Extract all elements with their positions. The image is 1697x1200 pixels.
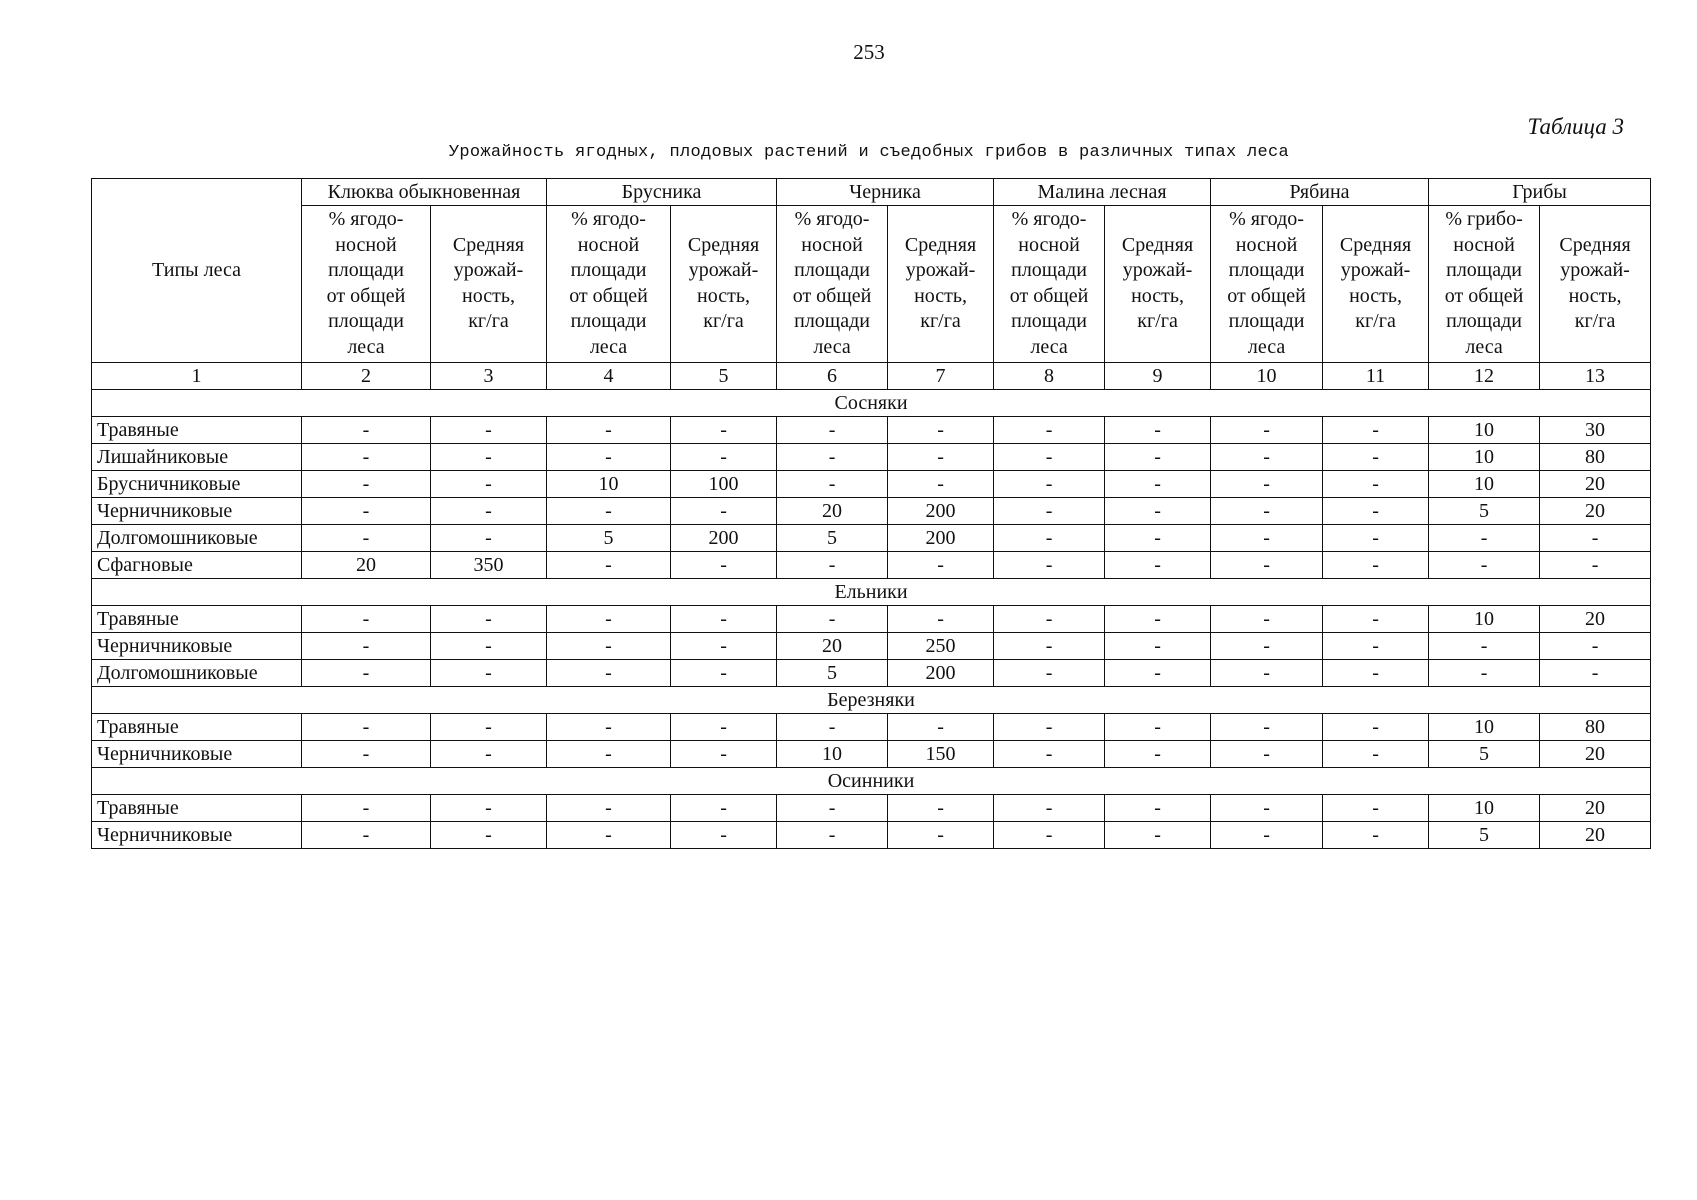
table-cell: -: [777, 443, 888, 470]
table-cell: 20: [1540, 821, 1651, 848]
table-row: [92, 524, 1651, 551]
table-cell: -: [1211, 551, 1323, 578]
table-cell: -: [1105, 713, 1211, 740]
table-cell: -: [431, 416, 547, 443]
table-cell: -: [994, 632, 1105, 659]
table-cell: 80: [1540, 443, 1651, 470]
berry-area-header: % ягодо- носной площади от общей площади леса: [302, 206, 431, 363]
table-cell: 5: [1429, 497, 1540, 524]
table-cell: -: [994, 794, 1105, 821]
table-row: [92, 605, 1651, 632]
table-cell: -: [547, 794, 671, 821]
table-cell: -: [1540, 632, 1651, 659]
table-cell: -: [994, 416, 1105, 443]
group-header-mushrooms: Грибы: [1429, 179, 1651, 206]
table-cell: -: [1211, 470, 1323, 497]
table-row: [92, 497, 1651, 524]
table-row: [92, 740, 1651, 767]
table-cell: -: [1105, 443, 1211, 470]
table-cell: -: [994, 551, 1105, 578]
table-row: [92, 821, 1651, 848]
table-cell: -: [431, 794, 547, 821]
table-cell: -: [777, 470, 888, 497]
table-cell: -: [1105, 740, 1211, 767]
column-number-cell: 7: [888, 362, 994, 389]
group-header-lingonberry: Брусника: [547, 179, 777, 206]
group-header-raspberry: Малина лесная: [994, 179, 1211, 206]
table-cell: 10: [1429, 470, 1540, 497]
table-cell: -: [1540, 659, 1651, 686]
table-cell: 10: [1429, 794, 1540, 821]
table-cell: -: [1105, 551, 1211, 578]
table-cell: -: [1105, 416, 1211, 443]
table-cell: -: [1211, 416, 1323, 443]
table-cell: -: [1211, 524, 1323, 551]
table-cell: -: [1211, 821, 1323, 848]
table-cell: -: [1211, 740, 1323, 767]
section-row: [92, 389, 1651, 416]
table-cell: -: [1323, 416, 1429, 443]
table-cell: -: [671, 713, 777, 740]
column-number-cell: 13: [1540, 362, 1651, 389]
table-cell: -: [1429, 632, 1540, 659]
table-cell: 5: [547, 524, 671, 551]
table-cell: 20: [777, 632, 888, 659]
yield-header: Средняя урожай- ность, кг/га: [1105, 206, 1211, 363]
table-cell: 30: [1540, 416, 1651, 443]
table-cell: -: [671, 497, 777, 524]
table-cell: -: [431, 821, 547, 848]
table-cell: -: [888, 551, 994, 578]
table-cell: -: [994, 497, 1105, 524]
table-cell: -: [431, 524, 547, 551]
column-number-row: [92, 362, 1651, 389]
forest-type-cell: Травяные: [92, 416, 302, 443]
table-cell: 150: [888, 740, 994, 767]
table-cell: -: [1323, 551, 1429, 578]
table-cell: -: [431, 740, 547, 767]
table-cell: -: [431, 659, 547, 686]
table-cell: -: [1323, 524, 1429, 551]
section-row: [92, 767, 1651, 794]
yield-table: [91, 178, 1651, 849]
table-cell: -: [1429, 551, 1540, 578]
table-cell: -: [994, 443, 1105, 470]
table-cell: -: [547, 713, 671, 740]
table-cell: -: [302, 524, 431, 551]
table-cell: 20: [777, 497, 888, 524]
forest-type-cell: Долгомошниковые: [92, 524, 302, 551]
table-cell: -: [302, 470, 431, 497]
table-cell: -: [994, 659, 1105, 686]
table-cell: 20: [302, 551, 431, 578]
table-cell: -: [431, 713, 547, 740]
table-cell: -: [777, 713, 888, 740]
column-number-cell: 8: [994, 362, 1105, 389]
table-cell: -: [671, 632, 777, 659]
forest-type-cell: Черничниковые: [92, 497, 302, 524]
table-cell: -: [888, 443, 994, 470]
table-cell: -: [431, 632, 547, 659]
table-cell: 80: [1540, 713, 1651, 740]
table-cell: 200: [888, 497, 994, 524]
berry-area-header: % ягодо- носной площади от общей площади леса: [1211, 206, 1323, 363]
table-cell: -: [671, 821, 777, 848]
table-cell: -: [777, 416, 888, 443]
table-cell: 100: [671, 470, 777, 497]
table-cell: -: [1323, 794, 1429, 821]
table-cell: 350: [431, 551, 547, 578]
table-cell: -: [1105, 470, 1211, 497]
table-cell: -: [302, 497, 431, 524]
table-cell: -: [1323, 821, 1429, 848]
table-cell: -: [1323, 632, 1429, 659]
table-cell: -: [302, 794, 431, 821]
table-cell: -: [302, 632, 431, 659]
table-cell: 20: [1540, 740, 1651, 767]
table-cell: -: [888, 794, 994, 821]
yield-header: Средняя урожай- ность, кг/га: [1540, 206, 1651, 363]
table-cell: -: [431, 470, 547, 497]
table-cell: -: [547, 740, 671, 767]
table-cell: -: [994, 740, 1105, 767]
table-cell: -: [302, 659, 431, 686]
table-cell: -: [994, 713, 1105, 740]
yield-header: Средняя урожай- ность, кг/га: [888, 206, 994, 363]
table-cell: -: [302, 443, 431, 470]
table-cell: -: [994, 821, 1105, 848]
table-cell: -: [1429, 524, 1540, 551]
forest-type-cell: Брусничниковые: [92, 470, 302, 497]
yield-header: Средняя урожай- ность, кг/га: [671, 206, 777, 363]
table-cell: -: [547, 443, 671, 470]
group-header-blueberry: Черника: [777, 179, 994, 206]
table-row: [92, 443, 1651, 470]
table-row: [92, 659, 1651, 686]
table-cell: -: [888, 821, 994, 848]
table-cell: 20: [1540, 605, 1651, 632]
table-cell: -: [302, 821, 431, 848]
table-cell: 10: [1429, 443, 1540, 470]
table-cell: 10: [777, 740, 888, 767]
forest-type-cell: Долгомошниковые: [92, 659, 302, 686]
table-cell: -: [994, 605, 1105, 632]
table-cell: -: [888, 416, 994, 443]
table-cell: 20: [1540, 497, 1651, 524]
sub-header-row: [92, 206, 1651, 363]
table-cell: 10: [1429, 416, 1540, 443]
table-cell: -: [1323, 497, 1429, 524]
table-cell: 5: [777, 524, 888, 551]
table-cell: 250: [888, 632, 994, 659]
table-cell: -: [777, 551, 888, 578]
group-header-cranberry: Клюква обыкновенная: [302, 179, 547, 206]
table-cell: -: [1105, 794, 1211, 821]
table-cell: 10: [1429, 713, 1540, 740]
yield-header: Средняя урожай- ность, кг/га: [1323, 206, 1429, 363]
table-cell: -: [1105, 659, 1211, 686]
section-title: Ельники: [92, 578, 1651, 605]
column-number-cell: 6: [777, 362, 888, 389]
table-cell: -: [1211, 497, 1323, 524]
table-cell: -: [1211, 659, 1323, 686]
table-cell: -: [671, 740, 777, 767]
table-cell: -: [1105, 605, 1211, 632]
table-cell: -: [302, 740, 431, 767]
table-cell: -: [888, 713, 994, 740]
table-cell: -: [1105, 632, 1211, 659]
table-cell: -: [1105, 524, 1211, 551]
yield-header: Средняя урожай- ность, кг/га: [431, 206, 547, 363]
table-row: [92, 470, 1651, 497]
table-cell: 20: [1540, 794, 1651, 821]
group-header-rowan: Рябина: [1211, 179, 1429, 206]
column-number-cell: 5: [671, 362, 777, 389]
berry-area-header: % ягодо- носной площади от общей площади леса: [777, 206, 888, 363]
mushroom-area-header: % грибо- носной площади от общей площади леса: [1429, 206, 1540, 363]
forest-type-cell: Лишайниковые: [92, 443, 302, 470]
group-header-row: [92, 179, 1651, 206]
table-cell: -: [671, 794, 777, 821]
table-cell: -: [888, 605, 994, 632]
page-number: 253: [853, 40, 885, 64]
column-number-cell: 11: [1323, 362, 1429, 389]
table-cell: -: [994, 524, 1105, 551]
table-cell: -: [1323, 443, 1429, 470]
table-cell: -: [1105, 821, 1211, 848]
section-row: [92, 578, 1651, 605]
table-cell: -: [777, 605, 888, 632]
table-caption: Урожайность ягодных, плодовых растений и съедобных грибов в различных типах леса: [448, 143, 1290, 162]
table-cell: -: [431, 605, 547, 632]
table-cell: 20: [1540, 470, 1651, 497]
column-number-cell: 9: [1105, 362, 1211, 389]
table-cell: -: [302, 605, 431, 632]
table-body: [92, 362, 1651, 848]
forest-type-cell: Травяные: [92, 605, 302, 632]
table-cell: -: [547, 605, 671, 632]
table-row: [92, 632, 1651, 659]
forest-type-cell: Черничниковые: [92, 632, 302, 659]
table-cell: -: [1211, 605, 1323, 632]
table-cell: -: [302, 416, 431, 443]
table-cell: 10: [1429, 605, 1540, 632]
table-cell: -: [671, 659, 777, 686]
table-cell: -: [1323, 605, 1429, 632]
column-number-cell: 10: [1211, 362, 1323, 389]
section-title: Осинники: [92, 767, 1651, 794]
table-cell: -: [671, 416, 777, 443]
column-number-cell: 12: [1429, 362, 1540, 389]
table-cell: -: [302, 713, 431, 740]
table-cell: 5: [1429, 821, 1540, 848]
table-cell: 5: [777, 659, 888, 686]
table-cell: -: [1323, 713, 1429, 740]
table-cell: -: [431, 443, 547, 470]
column-number-cell: 1: [92, 362, 302, 389]
forest-type-cell: Черничниковые: [92, 821, 302, 848]
table-cell: -: [1211, 632, 1323, 659]
berry-area-header: % ягодо- носной площади от общей площади леса: [994, 206, 1105, 363]
table-cell: -: [547, 632, 671, 659]
table-cell: 200: [888, 524, 994, 551]
table-cell: -: [1211, 443, 1323, 470]
table-cell: -: [671, 605, 777, 632]
table-cell: -: [671, 551, 777, 578]
table-cell: -: [547, 659, 671, 686]
table-cell: -: [671, 443, 777, 470]
table-cell: -: [1323, 470, 1429, 497]
table-cell: -: [1211, 794, 1323, 821]
table-cell: 200: [888, 659, 994, 686]
table-cell: 200: [671, 524, 777, 551]
column-number-cell: 4: [547, 362, 671, 389]
table-cell: -: [1211, 713, 1323, 740]
table-cell: -: [1105, 497, 1211, 524]
table-cell: -: [777, 821, 888, 848]
table-row: [92, 416, 1651, 443]
table-cell: -: [1429, 659, 1540, 686]
forest-type-cell: Сфагновые: [92, 551, 302, 578]
table-cell: -: [1323, 659, 1429, 686]
section-title: Сосняки: [92, 389, 1651, 416]
column-number-cell: 2: [302, 362, 431, 389]
table-row: [92, 713, 1651, 740]
berry-area-header: % ягодо- носной площади от общей площади леса: [547, 206, 671, 363]
table-row: [92, 794, 1651, 821]
forest-type-cell: Черничниковые: [92, 740, 302, 767]
table-label: Таблица 3: [1527, 114, 1624, 139]
table-cell: -: [547, 416, 671, 443]
table-cell: -: [1323, 740, 1429, 767]
forest-type-header: Типы леса: [92, 179, 302, 363]
table-cell: 5: [1429, 740, 1540, 767]
column-number-cell: 3: [431, 362, 547, 389]
table-cell: 10: [547, 470, 671, 497]
table-cell: -: [431, 497, 547, 524]
table-cell: -: [1540, 524, 1651, 551]
forest-type-cell: Травяные: [92, 713, 302, 740]
forest-type-cell: Травяные: [92, 794, 302, 821]
table-cell: -: [888, 470, 994, 497]
table-cell: -: [547, 821, 671, 848]
table-row: [92, 551, 1651, 578]
table-cell: -: [547, 551, 671, 578]
table-cell: -: [547, 497, 671, 524]
section-title: Березняки: [92, 686, 1651, 713]
section-row: [92, 686, 1651, 713]
table-cell: -: [777, 794, 888, 821]
table-cell: -: [1540, 551, 1651, 578]
table-cell: -: [994, 470, 1105, 497]
